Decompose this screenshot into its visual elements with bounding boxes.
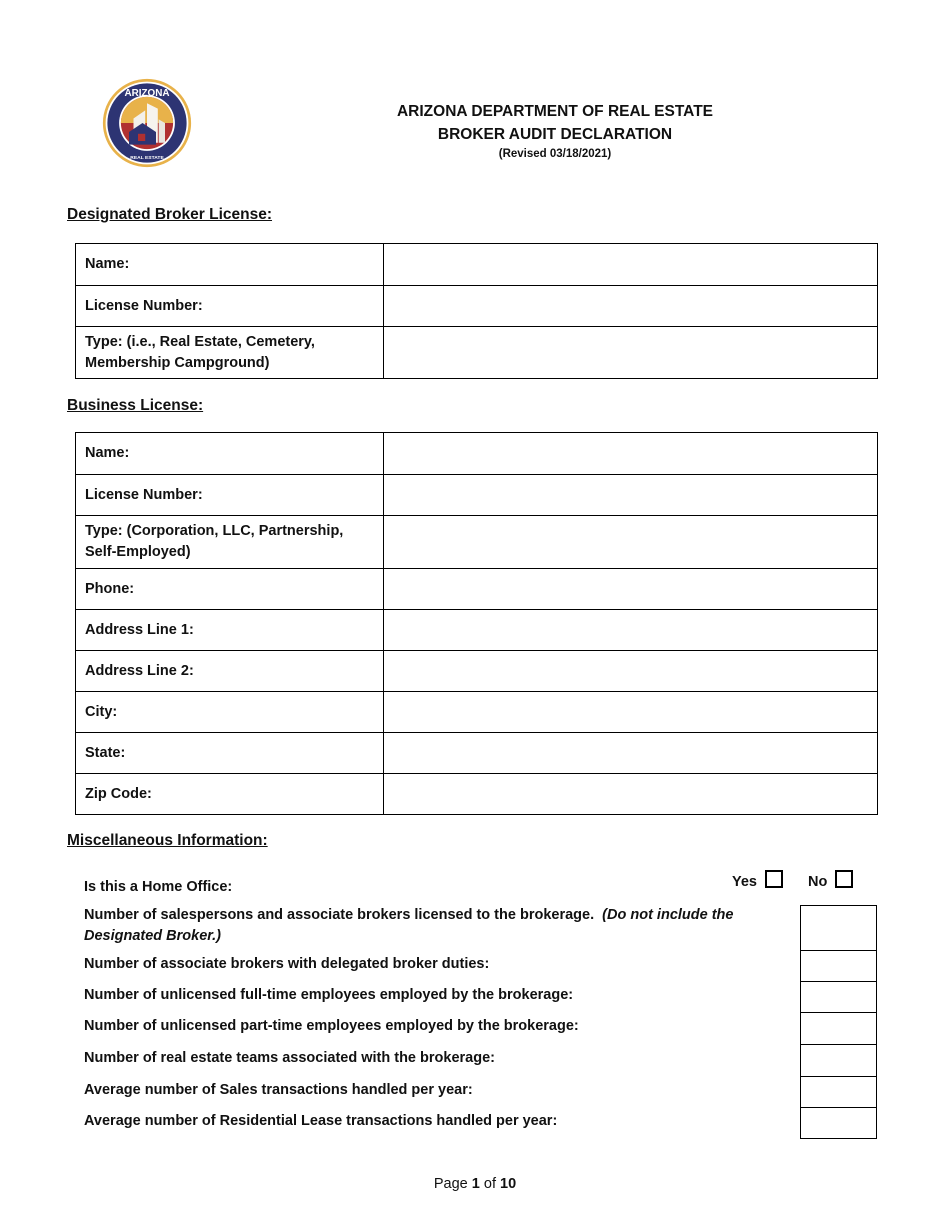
table-row — [76, 733, 878, 774]
question-text: Number of salespersons and associate brokers licensed to the brokerage. — [84, 907, 595, 923]
table-row — [76, 610, 878, 651]
yes-label: Yes — [732, 874, 757, 890]
business-type-field[interactable] — [384, 516, 878, 569]
table-row — [76, 327, 878, 379]
field-label: Address Line 1: — [76, 610, 384, 651]
state-field[interactable] — [384, 733, 878, 774]
city-field[interactable] — [384, 692, 878, 733]
question-salespersons — [84, 905, 784, 947]
field-label: Type: (i.e., Real Estate, Cemetery, Membership Campground) — [76, 327, 384, 379]
field-label: Phone: — [76, 569, 384, 610]
misc-info-heading: Miscellaneous Information: — [67, 832, 268, 849]
business-name-field[interactable] — [384, 433, 878, 475]
field-label: License Number: — [76, 286, 384, 327]
broker-name-field[interactable] — [384, 244, 878, 286]
home-office-label: Is this a Home Office: — [84, 879, 233, 895]
question-sales-transactions: Average number of Sales transactions handled per year: — [84, 1082, 473, 1098]
field-label: Address Line 2: — [76, 651, 384, 692]
field-label: Name: — [76, 244, 384, 286]
table-row — [76, 651, 878, 692]
business-license-table — [75, 432, 878, 815]
table-row — [76, 286, 878, 327]
page-number — [0, 1176, 950, 1192]
home-office-yes-option[interactable] — [732, 873, 783, 891]
lease-transactions-count-field[interactable] — [801, 1107, 876, 1138]
home-office-no-option[interactable] — [808, 873, 853, 891]
question-teams: Number of real estate teams associated with the brokerage: — [84, 1050, 495, 1066]
no-checkbox[interactable] — [835, 870, 853, 888]
table-row — [76, 569, 878, 610]
table-row — [76, 692, 878, 733]
page-sep: of — [483, 1176, 496, 1192]
table-row — [76, 433, 878, 475]
field-label: Name: — [76, 433, 384, 475]
full-time-employees-count-field[interactable] — [801, 981, 876, 1012]
teams-count-field[interactable] — [801, 1044, 876, 1076]
delegated-brokers-count-field[interactable] — [801, 950, 876, 981]
broker-type-field[interactable] — [384, 327, 878, 379]
page-total: 10 — [500, 1176, 517, 1192]
designated-broker-table — [75, 243, 878, 379]
field-label: State: — [76, 733, 384, 774]
form-title: BROKER AUDIT DECLARATION — [437, 126, 673, 143]
question-note: (Do not include the Designated Broker.) — [84, 907, 734, 944]
address-line-1-field[interactable] — [384, 610, 878, 651]
svg-text:ARIZONA: ARIZONA — [124, 88, 170, 99]
table-row — [76, 475, 878, 516]
question-lease-transactions: Average number of Residential Lease transactions handled per year: — [84, 1113, 558, 1129]
yes-checkbox[interactable] — [765, 870, 783, 888]
part-time-employees-count-field[interactable] — [801, 1012, 876, 1044]
table-row — [76, 244, 878, 286]
question-delegated-brokers: Number of associate brokers with delegated broker duties: — [84, 956, 490, 972]
field-label: Type: (Corporation, LLC, Partnership, Self-Employed) — [76, 516, 384, 569]
address-line-2-field[interactable] — [384, 651, 878, 692]
field-label: City: — [76, 692, 384, 733]
question-part-time-employees: Number of unlicensed part-time employees employed by the brokerage: — [84, 1018, 579, 1034]
designated-broker-heading: Designated Broker License: — [67, 206, 273, 223]
zip-code-field[interactable] — [384, 774, 878, 815]
page-current: 1 — [471, 1176, 480, 1192]
field-label: License Number: — [76, 475, 384, 516]
broker-license-number-field[interactable] — [384, 286, 878, 327]
arizona-dre-seal-logo — [102, 78, 192, 168]
revision-date: (Revised 03/18/2021) — [498, 148, 612, 160]
svg-text:REAL ESTATE: REAL ESTATE — [130, 156, 164, 161]
agency-title: ARIZONA DEPARTMENT OF REAL ESTATE — [396, 103, 714, 120]
phone-field[interactable] — [384, 569, 878, 610]
no-label: No — [808, 874, 828, 890]
sales-transactions-count-field[interactable] — [801, 1076, 876, 1107]
business-license-number-field[interactable] — [384, 475, 878, 516]
question-full-time-employees: Number of unlicensed full-time employees employed by the brokerage: — [84, 987, 574, 1003]
field-label: Zip Code: — [76, 774, 384, 815]
table-row — [76, 774, 878, 815]
business-license-heading: Business License: — [67, 397, 204, 414]
page-prefix: Page — [433, 1176, 468, 1192]
answer-boxes — [800, 905, 877, 1139]
table-row — [76, 516, 878, 569]
salespersons-count-field[interactable] — [801, 906, 876, 950]
